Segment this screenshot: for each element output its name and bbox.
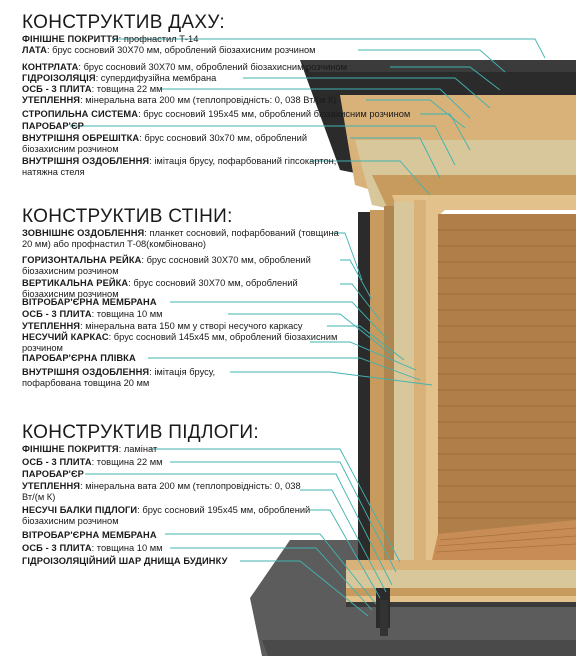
roof-item-2 — [22, 45, 316, 56]
roof-item-7-desc: : брус сосновий 195х45 мм, оброблений біозахисним розчином — [138, 109, 411, 119]
wall-item-5-name: ОСБ - 3 ПЛИТА — [22, 309, 92, 319]
roof-item-1-name: ФІНІШНЕ ПОКРИТТЯ — [22, 34, 119, 44]
roof-item-8 — [22, 121, 84, 132]
wall-item-7-name: НЕСУЧИЙ КАРКАС — [22, 332, 109, 342]
wall-item-6 — [22, 321, 303, 332]
wall-outer-cladding — [358, 212, 370, 577]
wall-section-title: КОНСТРУКТИВ СТІНИ: — [22, 206, 233, 227]
wall-item-2-name: ГОРИЗОНТАЛЬНА РЕЙКА — [22, 255, 142, 265]
roof-item-4-name: ГІДРОІЗОЛЯЦІЯ — [22, 73, 96, 83]
wall-item-9-name: ВНУТРІШНЯ ОЗДОБЛЕННЯ — [22, 367, 150, 377]
wall-item-6-name: УТЕПЛЕННЯ — [22, 321, 81, 331]
floor-item-2-desc: : товщина 22 мм — [91, 457, 163, 467]
floor-item-2 — [22, 457, 163, 468]
wall-item-4 — [22, 297, 157, 308]
wall-item-8 — [22, 353, 136, 364]
wall-item-1 — [22, 228, 342, 250]
roof-item-5 — [22, 84, 163, 95]
floor-item-6 — [22, 530, 157, 541]
floor-item-2-name: ОСБ - 3 ПЛИТА — [22, 457, 92, 467]
wall-item-7 — [22, 332, 342, 354]
floor-item-4 — [22, 481, 312, 503]
floor-item-1-name: ФІНІШНЕ ПОКРИТТЯ — [22, 444, 119, 454]
floor-item-1-desc: : ламінат — [118, 444, 158, 454]
roof-section-title: КОНСТРУКТИВ ДАХУ: — [22, 12, 225, 33]
wall-item-3-desc: : брус сосновий 30Х70 мм, оброблений біозахисним розчином — [22, 278, 298, 299]
roof-item-7 — [22, 109, 410, 120]
floor-item-8 — [22, 556, 228, 567]
roof-item-10 — [22, 156, 342, 178]
roof-item-2-desc: : брус сосновий 30Х70 мм, оброблений біозахисним розчином — [46, 45, 316, 55]
roof-item-4 — [22, 73, 216, 84]
wall-item-6-desc: : мінеральна вата 150 мм у створі несучого каркасу — [80, 321, 303, 331]
wall-item-8-name: ПАРОБАР'ЄРНА ПЛІВКА — [22, 353, 136, 363]
roof-item-10-desc: : імітація брусу, пофарбований гіпсокартон, натяжна стеля — [22, 156, 337, 177]
pile-column — [380, 600, 388, 636]
floor-item-5-name: НЕСУЧІ БАЛКИ ПІДЛОГИ — [22, 505, 138, 515]
wall-item-5-desc: : товщина 10 мм — [91, 309, 163, 319]
floor-item-3 — [22, 469, 84, 480]
roof-item-3-name: КОНТРЛАТА — [22, 62, 79, 72]
wall-item-9-desc: : імітація брусу, пофарбована товщина 20 мм — [22, 367, 216, 388]
floor-item-5 — [22, 505, 342, 527]
roof-item-1-desc: : профнастил Т-14 — [118, 34, 199, 44]
wall-item-2-desc: : брус сосновий 30Х70 мм, оброблений біозахисним розчином — [22, 255, 311, 276]
wall-frame — [414, 200, 426, 578]
floor-item-7-desc: : товщина 10 мм — [91, 543, 163, 553]
wall-item-7-desc: : брус сосновий 145х45 мм, оброблений біозахисним розчином — [22, 332, 338, 353]
floor-item-4-name: УТЕПЛЕННЯ — [22, 481, 81, 491]
roof-item-5-desc: : товщина 22 мм — [91, 84, 163, 94]
wall-item-5 — [22, 309, 163, 320]
wall-osb — [384, 206, 394, 578]
ground-shadow-edge — [262, 640, 576, 656]
floor-item-3-name: ПАРОБАР'ЄР — [22, 469, 84, 479]
roof-item-3-desc: : брус сосновий 30Х70 мм, оброблений біозахисним розчином — [78, 62, 347, 72]
wall-item-1-name: ЗОВНІШНЄ ОЗДОБЛЕННЯ — [22, 228, 145, 238]
wall-item-2 — [22, 255, 342, 277]
roof-item-1 — [22, 34, 198, 45]
wall-insulation — [394, 202, 414, 578]
roof-item-2-name: ЛАТА — [22, 45, 47, 55]
floor-item-8-name: ГІДРОІЗОЛЯЦІЙНИЙ ШАР ДНИЩА БУДИНКУ — [22, 556, 228, 566]
roof-item-3 — [22, 62, 347, 73]
floor-section-title: КОНСТРУКТИВ ПІДЛОГИ: — [22, 422, 259, 443]
roof-item-6-name: УТЕПЛЕННЯ — [22, 95, 81, 105]
floor-item-1 — [22, 444, 157, 455]
roof-item-6 — [22, 95, 337, 106]
roof-item-4-desc: : супердифузійна мембрана — [95, 73, 217, 83]
wall-item-1-desc: : планкет сосновий, пофарбований (товщина 20 мм) або профнастил Т-08(комбіновано) — [22, 228, 339, 249]
roof-item-6-desc: : мінеральна вата 200 мм (теплопровідність: 0, 038 Вт/(м К) — [80, 95, 337, 105]
wall-item-4-name: ВІТРОБАР'ЄРНА МЕМБРАНА — [22, 297, 157, 307]
floor-item-4-desc: : мінеральна вата 200 мм (теплопровідність: 0, 038 Вт/(м К) — [22, 481, 301, 502]
floor-item-6-name: ВІТРОБАР'ЄРНА МЕМБРАНА — [22, 530, 157, 540]
roof-item-7-name: СТРОПИЛЬНА СИСТЕМА — [22, 109, 139, 119]
roof-item-9-name: ВНУТРІШНЯ ОБРЕШІТКА — [22, 133, 140, 143]
roof-item-9 — [22, 133, 342, 155]
roof-item-8-name: ПАРОБАР'ЄР — [22, 121, 84, 131]
roof-item-10-name: ВНУТРІШНЯ ОЗДОБЛЕННЯ — [22, 156, 150, 166]
roof-item-9-desc: : брус сосновий 30х70 мм, оброблений біозахисним розчином — [22, 133, 308, 154]
floor-item-7-name: ОСБ - 3 ПЛИТА — [22, 543, 92, 553]
wall-battens — [370, 210, 384, 578]
floor-item-5-desc: : брус сосновий 195х45 мм, оброблений біозахисним розчином — [22, 505, 311, 526]
wall-item-9 — [22, 367, 262, 389]
floor-item-7 — [22, 543, 163, 554]
roof-item-5-name: ОСБ - 3 ПЛИТА — [22, 84, 92, 94]
wall-item-3-name: ВЕРТИКАЛЬНА РЕЙКА — [22, 278, 129, 288]
floor-insulation — [346, 570, 576, 588]
